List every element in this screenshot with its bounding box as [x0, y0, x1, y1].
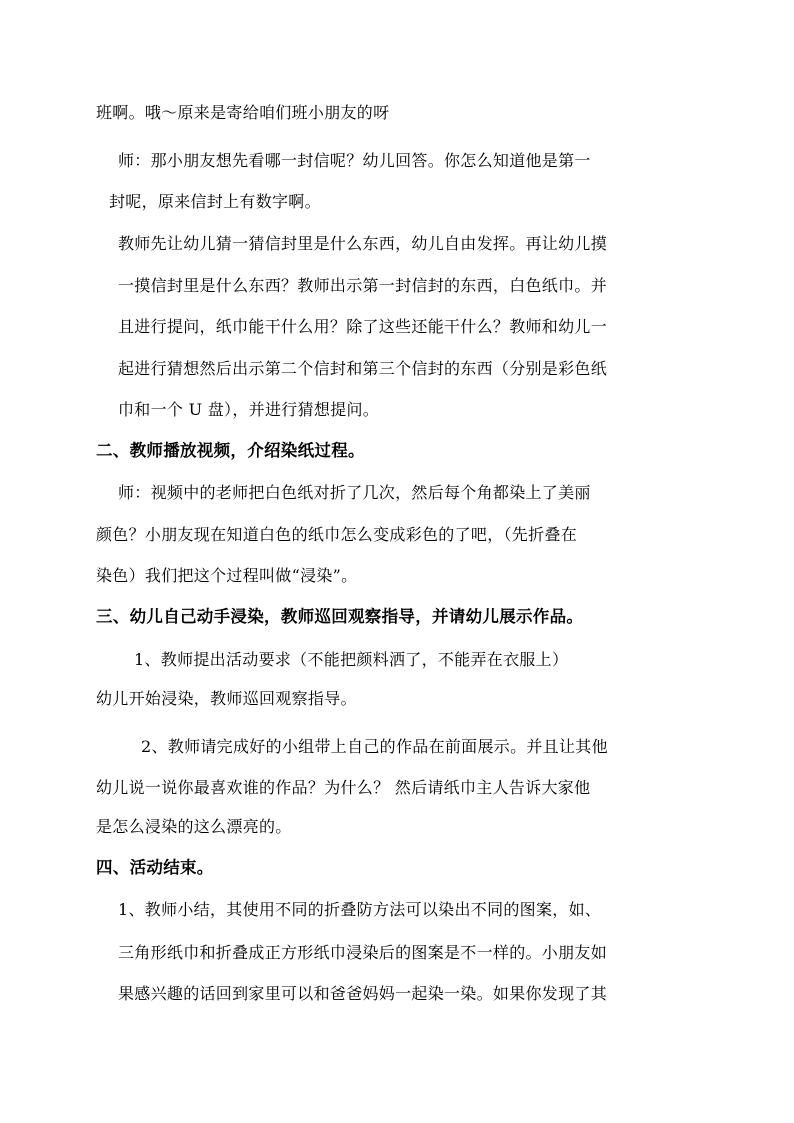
- paragraph-line-1: 班啊。哦～原来是寄给咱们班小朋友的呀: [96, 103, 390, 122]
- paragraph-line-17: 1、教师小结，其使用不同的折叠防方法可以染出不同的图案，如、: [118, 900, 602, 919]
- paragraph-line-5: 一摸信封里是什么东西？教师出示第一封信封的东西，白色纸巾。并: [118, 276, 608, 295]
- paragraph-line-2: 师：那小朋友想先看哪一封信呢？幼儿回答。你怎么知道他是第一: [118, 151, 591, 170]
- section-heading-3: 三、幼儿自己动手浸染，教师巡回观察指导，并请幼儿展示作品。: [96, 607, 584, 626]
- paragraph-line-6: 且进行提问，纸巾能干什么用？除了这些还能干什么？教师和幼儿一: [118, 317, 608, 336]
- paragraph-line-4: 教师先让幼儿猜一猜信封里是什么东西，幼儿自由发挥。再让幼儿摸: [118, 234, 608, 253]
- paragraph-line-8: 巾和一个 U 盘），并进行猜想提问。: [118, 400, 380, 419]
- paragraph-line-10: 颜色？小朋友现在知道白色的纸巾怎么变成彩色的了吧，（先折叠在: [96, 525, 578, 544]
- paragraph-line-3: 封呢，原来信封上有数字啊。: [109, 192, 321, 211]
- section-heading-4: 四、活动结束。: [96, 858, 214, 877]
- paragraph-line-12: 1、教师提出活动要求（不能把颜料洒了，不能弄在衣服上）: [134, 650, 569, 669]
- paragraph-line-13: 幼儿开始浸染，教师巡回观察指导。: [96, 689, 357, 708]
- paragraph-line-19: 果感兴趣的话回到家里可以和爸爸妈妈一起染一染。如果你发现了其: [118, 984, 608, 1003]
- paragraph-line-14: 2、教师请完成好的小组带上自己的作品在前面展示。并且让其他: [141, 737, 608, 756]
- section-heading-2: 二、教师播放视频，介绍染纸过程。: [96, 441, 365, 460]
- paragraph-line-18: 三角形纸巾和折叠成正方形纸巾浸染后的图案是不一样的。小朋友如: [118, 943, 608, 962]
- paragraph-line-7: 起进行猜想然后出示第二个信封和第三个信封的东西（分别是彩色纸: [118, 359, 608, 378]
- paragraph-line-15: 幼儿说一说你最喜欢谁的作品？为什么？ 然后请纸巾主人告诉大家他: [96, 778, 591, 797]
- paragraph-line-11: 染色）我们把这个过程叫做“浸染”。: [96, 566, 358, 585]
- paragraph-line-9: 师：视频中的老师把白色纸对折了几次，然后每个角都染上了美丽: [118, 483, 591, 502]
- paragraph-line-16: 是怎么浸染的这么漂亮的。: [96, 817, 292, 836]
